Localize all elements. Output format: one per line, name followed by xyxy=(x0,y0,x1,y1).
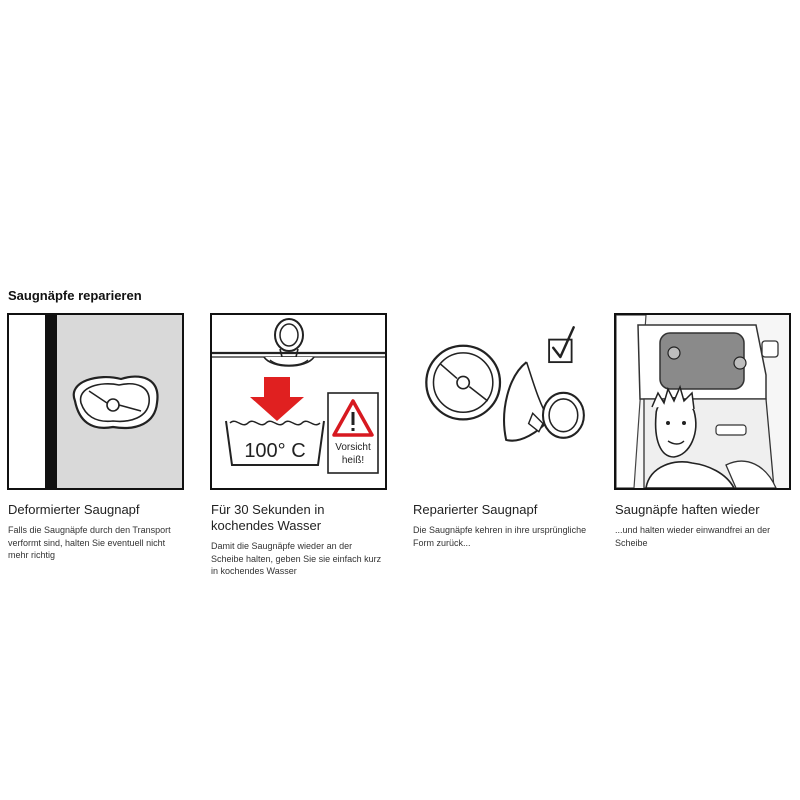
temperature-label: 100° C xyxy=(244,440,306,462)
repaired-suction-cup-illustration xyxy=(412,313,589,490)
sun-shade xyxy=(660,333,744,389)
section-heading: Saugnäpfe reparieren xyxy=(8,288,142,303)
step-boiling-water xyxy=(210,313,387,578)
checkbox-icon xyxy=(549,340,572,363)
repaired-cups-drawing xyxy=(412,313,589,490)
step-deformed xyxy=(7,313,184,562)
step-description: Falls die Saugnäpfe durch den Transport verformt sind, halten Sie eventuell nicht mehr richtig xyxy=(8,525,171,560)
step-caption: Reparierter Saugnapf xyxy=(413,502,538,517)
step-description: ...und halten wieder einwandfrei an der Scheibe xyxy=(615,525,771,548)
step-holds-again xyxy=(614,313,791,549)
step-description: Die Saugnäpfe kehren in ihre ursprüngliche Form zurück... xyxy=(413,525,587,548)
step-caption: Deformierter Saugnapf xyxy=(8,502,140,517)
step-repaired xyxy=(412,313,589,549)
deformed-suction-cup-illustration xyxy=(7,313,184,490)
step-caption: Saugnäpfe haften wieder xyxy=(615,502,760,517)
warning-text-line1: Vorsicht xyxy=(335,442,371,453)
boiling-water-drawing xyxy=(212,315,385,488)
down-arrow-icon xyxy=(250,377,304,421)
step-description: Damit die Saugnäpfe wieder an der Scheibe halten, geben Sie sie einfach kurz in kochendes Wasser xyxy=(211,541,382,576)
step-caption: Für 30 Sekunden in kochendes Wasser xyxy=(211,502,325,533)
warning-text-line2: heiß! xyxy=(341,455,365,466)
deformed-cup-drawing xyxy=(9,315,182,488)
car-window-drawing xyxy=(616,315,789,488)
boiling-water-illustration xyxy=(210,313,387,490)
car-window-illustration xyxy=(614,313,791,490)
